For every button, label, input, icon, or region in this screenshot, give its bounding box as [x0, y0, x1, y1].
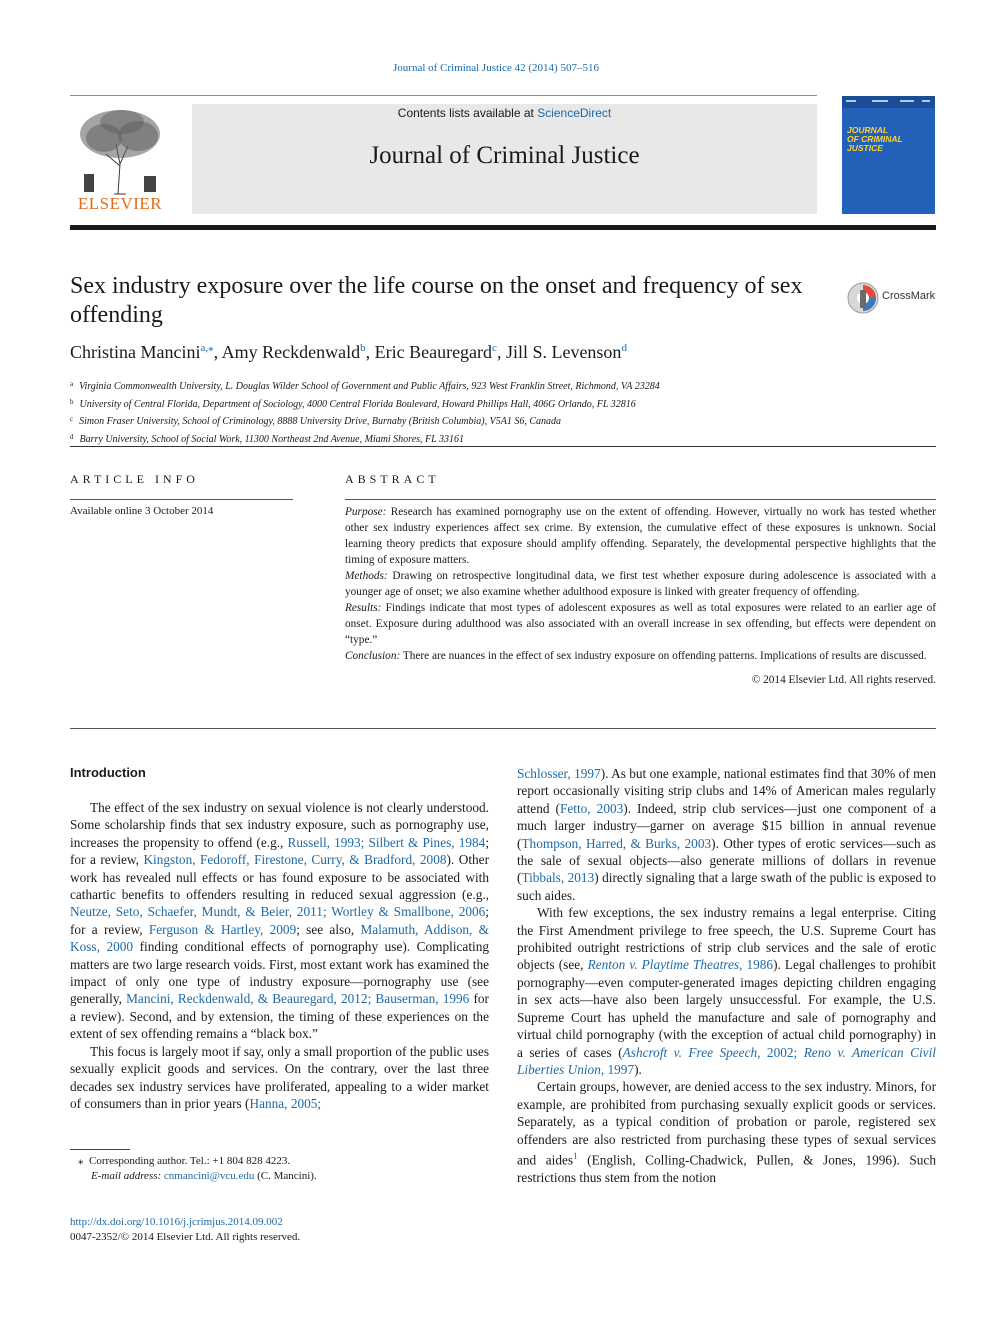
page-footer [70, 1215, 300, 1245]
cover-title-line: OF CRIMINAL [847, 134, 903, 144]
abstract-label: Results: [345, 602, 382, 614]
body-text: ). As but one example, national estimates find that 30% of men report occasionally visiting strip clubs and 14% of American males regularly attend ( [517, 766, 936, 816]
body-text: Certain groups, however, are denied access to the sex industry. Minors, for example, are prohibited from purchasing sexually explicit goods or services. Separately, as a typical condition of probation or parole, registered sex offenders are also restricted from purchasing these types of sexual services and aides [517, 1079, 936, 1168]
crossmark-icon [846, 280, 880, 316]
footnote-text: Corresponding author. Tel.: +1 804 828 4223. [89, 1155, 291, 1167]
citation-link[interactable]: Ferguson & Hartley, 2009 [148, 921, 297, 937]
body-text: With few exceptions, the sex industry remains a legal enterprise. Citing the First Amendment privilege to free speech, the U.S. Supreme Court has prohibited outright restrictions of strip club services and the sale of erotic objects (see, [517, 905, 936, 973]
affiliation-text: Virginia Commonwealth University, L. Douglas Wilder School of Government and Public Affairs, 923 West Franklin Street, Richmond, VA 23284 [79, 381, 660, 392]
sciencedirect-link[interactable]: ScienceDirect [537, 106, 612, 120]
citation-link[interactable]: Hanna, 2005; [249, 1095, 322, 1111]
citation-link[interactable]: Schlosser, 1997 [517, 766, 601, 781]
abstract-heading: ABSTRACT [345, 472, 440, 486]
abstract-methods [345, 568, 936, 600]
article-title: Sex industry exposure over the life course on the onset and frequency of sex offending [70, 273, 803, 328]
citation-link[interactable]: Thompson, Harred, & Burks, 2003 [521, 835, 712, 851]
body-paragraph [70, 1043, 489, 1113]
body-text: ). Other work has revealed null effects or has found exposure to be associated with cathartic benefits to offenders resulting in reduced sexual aggression (e.g., [70, 852, 489, 903]
body-column-left [70, 799, 489, 1112]
elsevier-tree-icon [70, 104, 170, 196]
abstract-body [345, 504, 936, 688]
title-block-divider [70, 446, 936, 447]
abstract-label: Purpose: [345, 506, 387, 518]
body-text: for a review). Second, and by extension, the timing of these experiences on the extent of sex offending remains a “black box.” [70, 991, 489, 1042]
citation-link[interactable]: Renton v. Playtime Theatres [587, 957, 740, 973]
copyright-notice: © 2014 Elsevier Ltd. All rights reserved. [751, 674, 936, 686]
cover-title [847, 126, 933, 153]
contents-prefix: Contents lists available at [397, 106, 538, 120]
affiliation [70, 430, 936, 448]
abstract-label: Conclusion: [345, 650, 401, 662]
abstract-paragraph: Research has examined pornography use on the extent of offending. However, virtually no work has tested whether other sex industry experiences affect sex crime. By extension, the cumulative effect of these exposures is unknown. Social learning theory predicts that exposure should amplify offending. Separately, the developmental perspective highlights that the timing of exposure matters. [345, 506, 936, 566]
body-paragraph [70, 799, 489, 1043]
abstract-conclusion [345, 648, 936, 664]
citation-link[interactable]: Malamuth, Addison, & Koss, 2000 [70, 921, 489, 955]
body-text: ). Legal challenges to prohibit pornography—even computer-generated images depicting children engaging in sex acts—have also been largely unsuccessful. For example, the U.S. Supreme Court has upheld the manufacture and sale of pornography and virtual child pornography (with the exception of actual child pornography) in a series of cases ( [517, 957, 936, 1060]
author-name[interactable]: Jill S. Levenson [505, 342, 622, 362]
affiliation [70, 412, 936, 430]
author-name[interactable]: Christina Mancini [70, 342, 201, 362]
citation-link[interactable]: Mancini, Reckdenwald, & Beauregard, 2012; Bauserman, 1996 [126, 991, 470, 1007]
abstract-results [345, 600, 936, 648]
body-text: ). [634, 1061, 642, 1077]
cover-header-band [842, 96, 935, 108]
abstract-purpose [345, 504, 936, 568]
abstract-bottom-divider [70, 728, 936, 729]
masthead-rule [70, 225, 936, 230]
author-affiliation-marker[interactable]: a,⁎ [200, 342, 214, 354]
body-text: ; for a review, [70, 904, 489, 937]
author-name[interactable]: Amy Reckdenwald [221, 342, 361, 362]
email-label: E-mail address: [91, 1170, 162, 1182]
article-info-rule [70, 499, 293, 500]
email-suffix: (C. Mancini). [254, 1170, 317, 1182]
footnote-rule [70, 1149, 130, 1150]
author-affiliation-marker[interactable]: c [492, 342, 497, 354]
author-affiliation-marker[interactable]: d [621, 342, 627, 354]
body-text: ; see also, [296, 921, 361, 937]
affiliation-text: Simon Fraser University, School of Criminology, 8888 University Drive, Burnaby (British Columbia), V5A1 S6, Canada [79, 416, 562, 427]
body-text: ; for a review, [70, 834, 490, 868]
journal-reference[interactable]: Journal of Criminal Justice 42 (2014) 507–516 [393, 62, 599, 74]
citation-link[interactable]: , 1997 [600, 1061, 635, 1077]
body-text: (English, Colling-Chadwick, Pullen, & Jones, 1996). Such restrictions thus stem from the notion [517, 1152, 936, 1185]
affiliation-list [70, 377, 936, 447]
affiliation-marker: c [70, 415, 74, 423]
affiliation-marker: a [70, 380, 74, 388]
citation-link[interactable]: Fetto, 2003 [559, 800, 624, 816]
journal-cover-thumbnail[interactable] [842, 96, 935, 214]
citation-link[interactable]: , 1986 [739, 957, 774, 973]
body-text: This focus is largely moot if say, only a small proportion of the public uses sexually explicit goods and services. On the contrary, over the last three decades sex industry services have proliferated, appealing to a wider market of consumers than in prior years ( [70, 1043, 489, 1111]
journal-banner [192, 104, 817, 214]
affiliation-text: Barry University, School of Social Work, 11300 Northeast 2nd Avenue, Miami Shores, FL 33161 [79, 433, 465, 445]
elsevier-logo[interactable] [70, 104, 170, 214]
journal-title: Journal of Criminal Justice [369, 142, 640, 169]
body-text: The effect of the sex industry on sexual violence is not clearly understood. Some scholarship finds that sex industry exposure, such as pornography use, increases the propensity to offend (e.g., [70, 800, 489, 850]
crossmark-label: CrossMark [882, 290, 936, 302]
body-text: finding conditional effects of pornography use). Complicating matters are two large research voids. First, most extant work has examined the impact of only one type of industry exposure—pornography use (see generally, [70, 939, 490, 1007]
abstract-label: Methods: [345, 570, 388, 582]
citation-link[interactable]: Ashcroft v. Free Speech [622, 1044, 758, 1060]
affiliation-marker: d [70, 432, 74, 441]
affiliation [70, 377, 936, 395]
issn-copyright: 0047-2352/© 2014 Elsevier Ltd. All rights reserved. [70, 1231, 301, 1243]
citation-link[interactable]: Reno v. American Civil Liberties Union [517, 1044, 936, 1077]
author-list: Christina Mancini$^{a,⁎}$, Amy Reckdenwald$^b$, Eric Beauregard$^c$, Jill S. Levenson$^d$ [70, 342, 627, 362]
footnote-line [70, 1154, 489, 1169]
abstract-paragraph: There are nuances in the effect of sex industry exposure on offending patterns. Implications of results are discussed. [402, 650, 927, 662]
header-divider [70, 95, 817, 96]
body-paragraph [517, 765, 936, 904]
publisher-wordmark: ELSEVIER [77, 194, 163, 213]
author-name[interactable]: Eric Beauregard [374, 342, 493, 362]
citation-link[interactable]: Kingston, Fedoroff, Firestone, Curry, & Bradford, 2008 [143, 852, 447, 868]
doi-link[interactable]: http://dx.doi.org/10.1016/j.jcrimjus.2014.09.002 [70, 1216, 283, 1228]
abstract-paragraph: Drawing on retrospective longitudinal data, we first test whether exposure during adolescence is associated with a younger age of onset; we also examine whether adulthood exposure is linked with greater frequency of offending. [345, 570, 936, 598]
affiliation-text: University of Central Florida, Department of Sociology, 4000 Central Florida Boulevard, Howard Phillips Hall, 406G Orlando, FL 32816 [79, 398, 636, 410]
citation-link[interactable]: Tibbals, 2013 [521, 870, 595, 886]
cover-title-line: JUSTICE [847, 143, 883, 153]
affiliation-marker: b [70, 397, 74, 406]
body-text: ) directly signaling that a large swath of the public is exposed to such aides. [517, 870, 936, 903]
contents-line [192, 106, 817, 120]
citation-link[interactable]: , 2002; [757, 1044, 804, 1060]
footnote-marker: ⁎ [78, 1155, 84, 1167]
abstract-rule [345, 499, 936, 500]
body-paragraph [517, 904, 936, 1078]
article-info-heading: ARTICLE INFO [70, 472, 199, 486]
cover-title-line: JOURNAL [847, 125, 889, 135]
body-text: ). Other types of erotic services—such as the sale of sexual objects—also generate millions of dollars in revenue ( [517, 835, 936, 886]
body-text: ). Indeed, strip club services—just one component of a much larger industry—garner on average $15 billion in annual revenue ( [517, 800, 936, 851]
body-column-right [517, 765, 936, 1186]
footnote-line [70, 1169, 489, 1184]
author-affiliation-marker[interactable]: b [360, 342, 366, 354]
affiliation [70, 395, 936, 413]
body-paragraph [517, 1078, 936, 1186]
section-heading-introduction: Introduction [70, 765, 146, 780]
available-online-date: Available online 3 October 2014 [70, 505, 214, 517]
footnote-marker[interactable]: 1 [573, 1150, 578, 1161]
corresponding-author-footnote [70, 1154, 489, 1184]
citation-link[interactable]: Neutze, Seto, Schaefer, Mundt, & Beier, 2011; Wortley & Smallbone, 2006 [70, 904, 486, 920]
abstract-paragraph: Findings indicate that most types of adolescent exposures as well as total exposures were related to an earlier age of onset. Exposure during adulthood was also associated with an overall increase in sex offending, but effects were dependent on “type.” [345, 602, 936, 646]
crossmark-badge[interactable] [846, 280, 941, 316]
citation-link[interactable]: Russell, 1993; Silbert & Pines, 1984 [287, 834, 486, 850]
email-link[interactable]: cnmancini@vcu.edu [163, 1170, 255, 1182]
